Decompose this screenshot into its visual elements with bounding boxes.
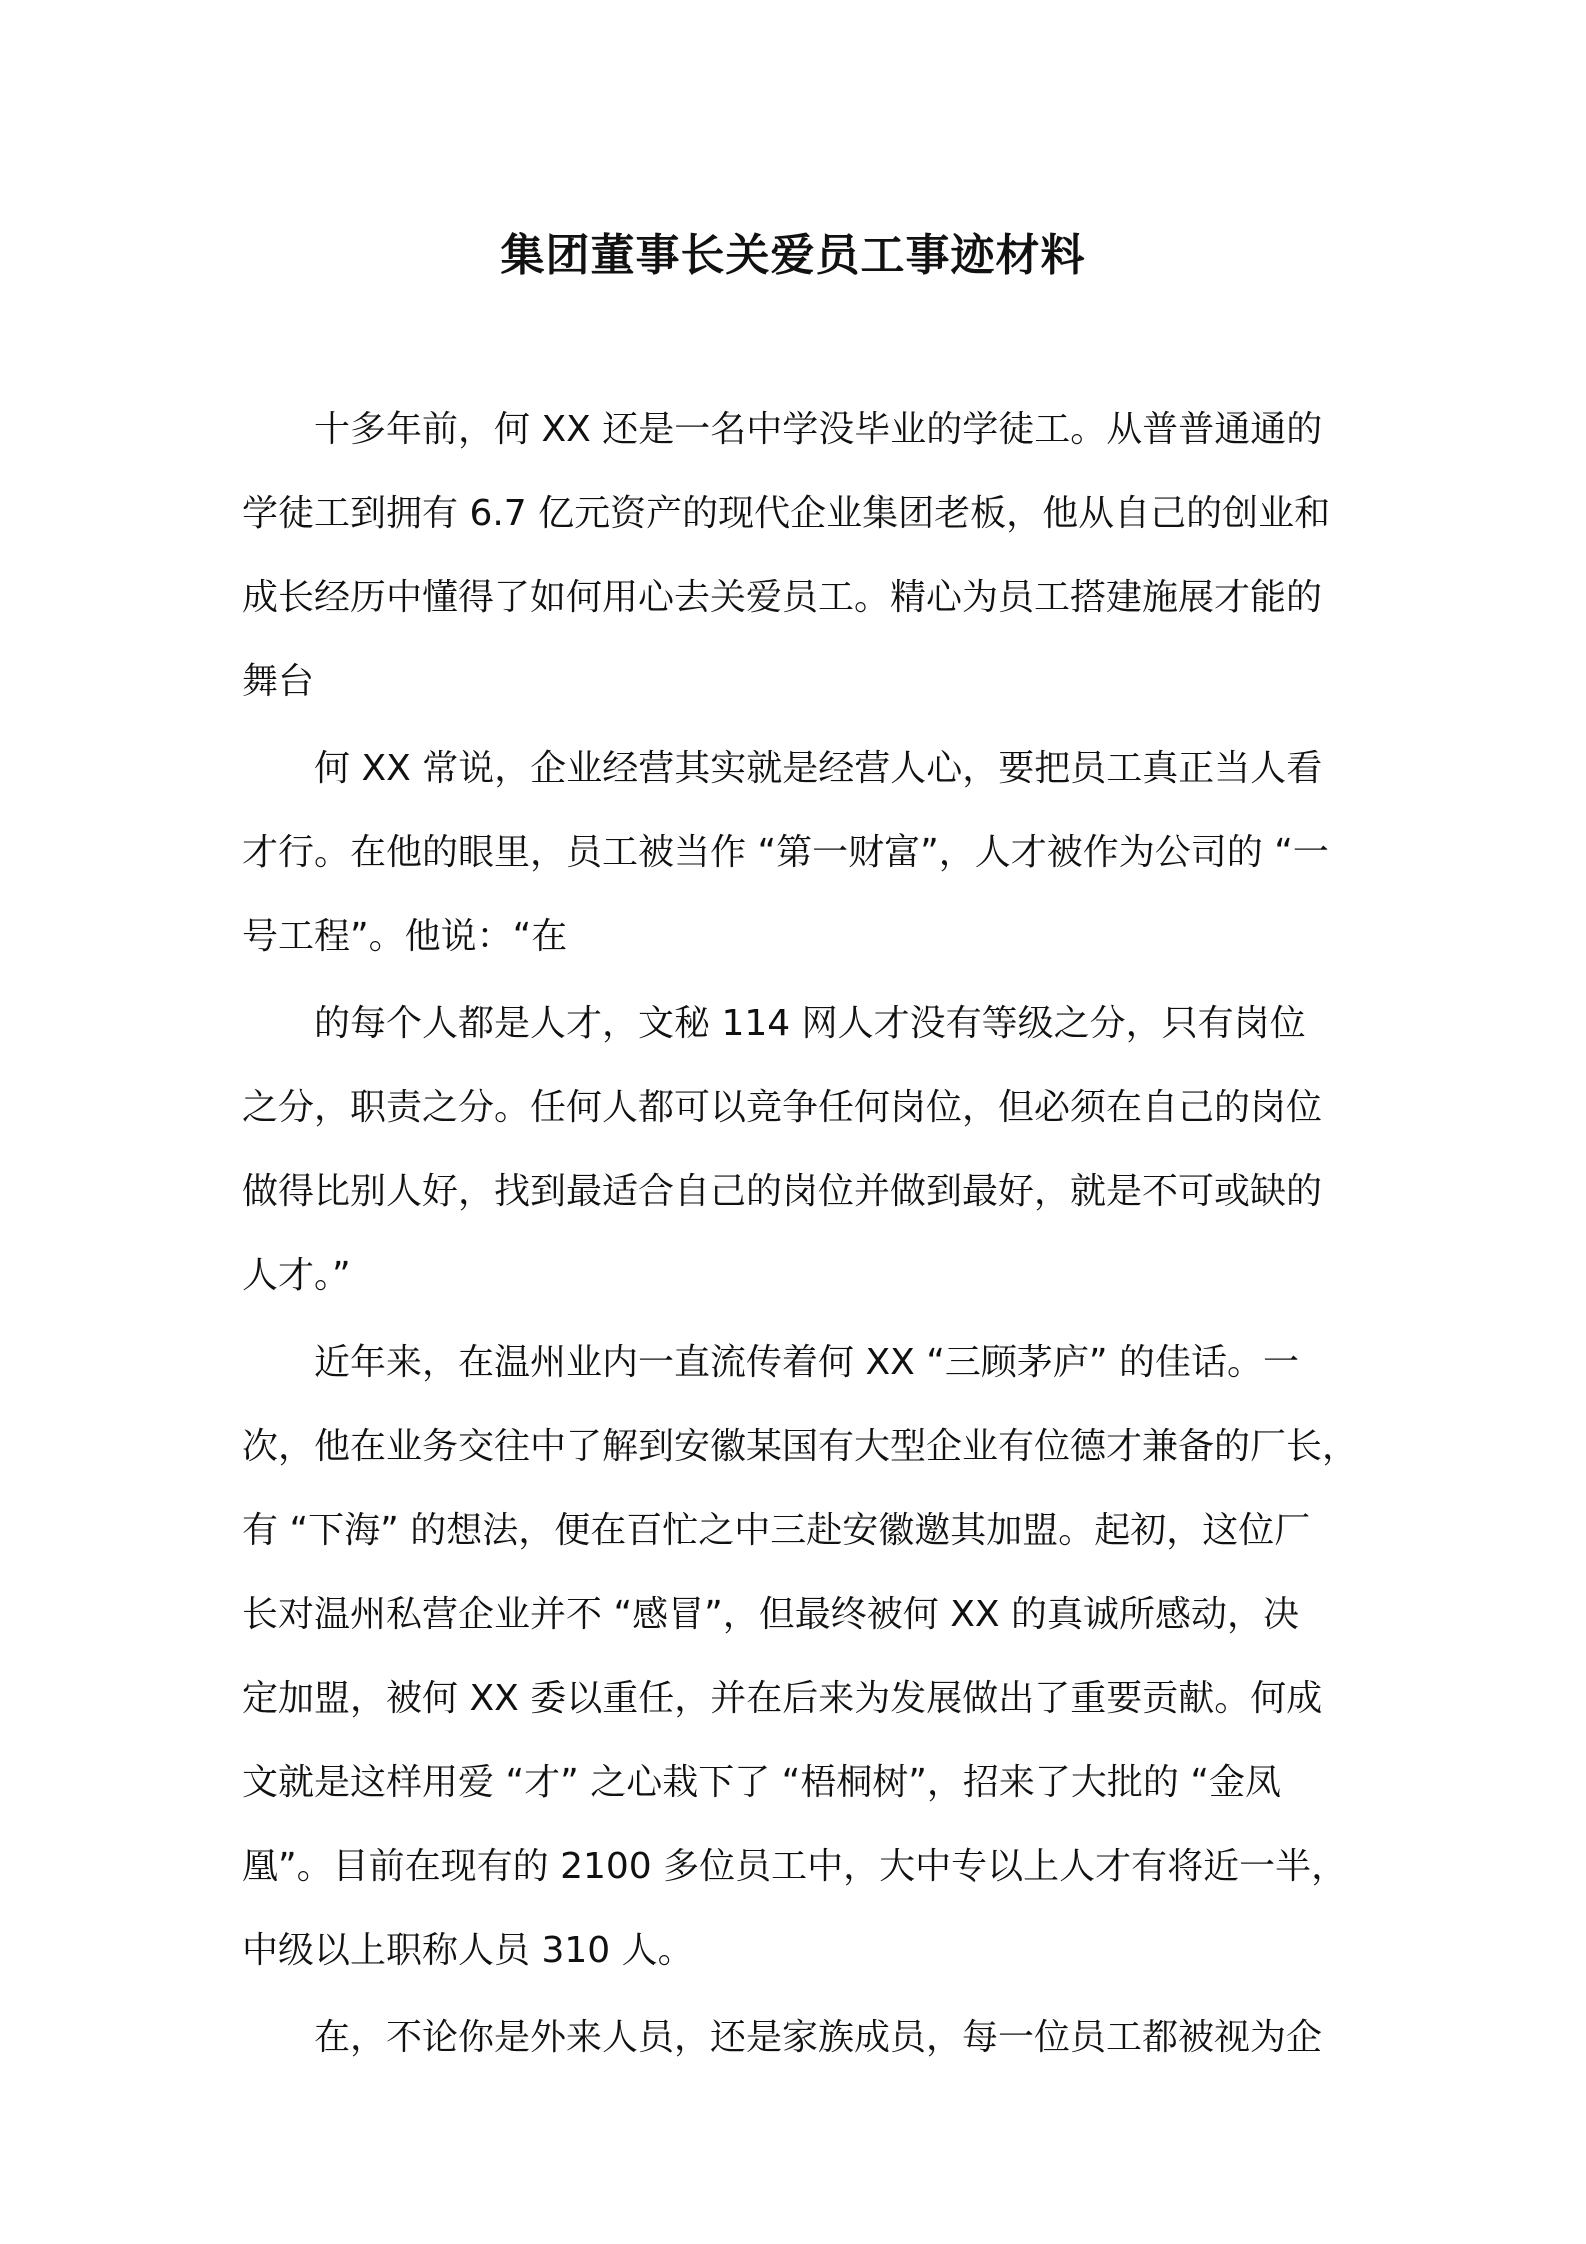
paragraph-4 <box>242 1321 1359 1993</box>
text-line: 凰”。目前在现有的 2100 多位员工中，大中专以上人才有将近一半， <box>242 1846 1348 1887</box>
text-line: 长对温州私营企业并不 “感冒”，但最终被何 XX 的真诚所感动，决 <box>242 1594 1299 1635</box>
text-line: 十多年前，何 XX 还是一名中学没毕业的学徒工。从普普通通的 <box>314 409 1323 450</box>
text-line: 何 XX 常说，企业经营其实就是经营人心，要把员工真正当人看 <box>314 748 1323 789</box>
text-line: 成长经历中懂得了如何用心去关爱员工。精心为员工搭建施展才能的 <box>242 577 1323 618</box>
text-line: 做得比别人好，找到最适合自己的岗位并做到最好，就是不可或缺的 <box>242 1171 1323 1212</box>
text-line: 次，他在业务交往中了解到安徽某国有大型企业有位德才兼备的厂长， <box>242 1426 1359 1467</box>
text-line: 中级以上职称人员 310 人。 <box>242 1930 694 1971</box>
document-title: 集团董事长关爱员工事迹材料 <box>500 230 1086 281</box>
paragraph-3 <box>242 982 1354 1318</box>
text-line: 学徒工到拥有 6.7 亿元资产的现代企业集团老板，他从自己的创业和 <box>242 493 1331 534</box>
paragraph-2 <box>242 727 1354 979</box>
text-line: 近年来，在温州业内一直流传着何 XX “三顾茅庐” 的佳话。一 <box>314 1342 1299 1383</box>
text-line: 的每个人都是人才，文秘 114 网人才没有等级之分，只有岗位 <box>314 1003 1306 1044</box>
text-line: 才行。在他的眼里，员工被当作 “第一财富”，人才被作为公司的 “一 <box>242 832 1329 873</box>
text-line: 人才。” <box>242 1255 351 1296</box>
text-line: 文就是这样用爱 “才” 之心栽下了 “梧桐树”，招来了大批的 “金凤 <box>242 1762 1282 1803</box>
paragraph-1 <box>242 388 1354 724</box>
document-body <box>242 388 1359 2083</box>
paragraph-5 <box>242 1996 1354 2080</box>
text-line: 之分，职责之分。任何人都可以竞争任何岗位，但必须在自己的岗位 <box>242 1087 1323 1128</box>
text-line: 定加盟，被何 XX 委以重任，并在后来为发展做出了重要贡献。何成 <box>242 1678 1323 1719</box>
text-line: 舞台 <box>242 661 315 702</box>
text-line: 有 “下海” 的想法，便在百忙之中三赴安徽邀其加盟。起初，这位厂 <box>242 1510 1311 1551</box>
text-line: 在，不论你是外来人员，还是家族成员，每一位员工都被视为企 <box>314 2017 1323 2058</box>
text-line: 号工程”。他说：“在 <box>242 916 568 957</box>
